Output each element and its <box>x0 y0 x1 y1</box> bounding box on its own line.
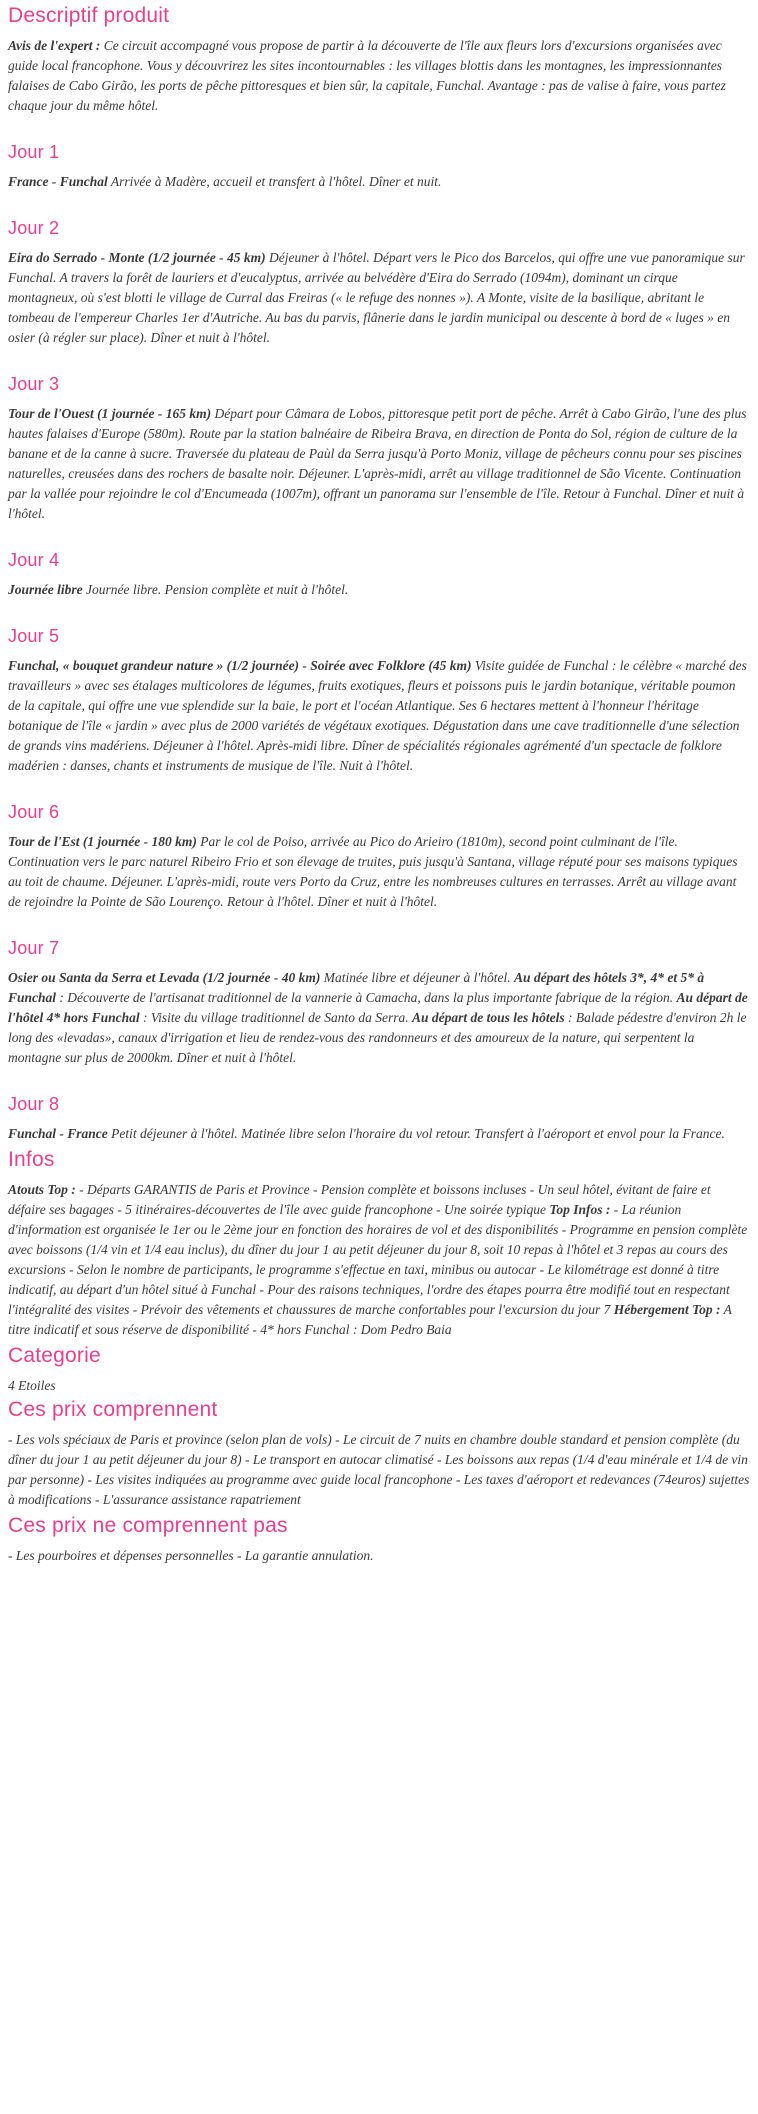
jour1-label: France - Funchal <box>8 174 108 189</box>
ne-comprennent-text: - Les pourboires et dépenses personnelles - La garantie annulation. <box>8 1548 374 1563</box>
day-title-jour2: Jour 2 <box>8 218 60 238</box>
jour7-label-3: Au départ de l'hôtel 4* hors Funchal <box>8 990 748 1025</box>
jour2-text: Déjeuner à l'hôtel. Départ vers le Pico dos Barcelos, qui offre une vue panoramique sur Funchal. A travers la forêt de lauriers et d'eucalyptus, arrivée au belvédère d'Eira do Serrado (1094m), dominant un cirque montagneux, où s'est blotti le village de Curral das Freiras (« le refuge des nonnes »). A Monte, visite de la basilique, abritant le tombeau de l'empereur Charles 1er d'Autriche. Au bas du parvis, flânerie dans le jardin municipal ou descente à bord de « luges » en osier (à régler sur place). Dîner et nuit à l'hôtel. <box>8 250 745 345</box>
jour5-text: Visite guidée de Funchal : le célèbre « marché des travailleurs » avec ses étalages multicolores de légumes, fruits exotiques, fleurs et poissons puis le jardin botanique, véritable poumon de la capitale, qui offre une vue splendide sur la baie, le port et l'océan Atlantique. Ses 6 hectares mettent à l'honneur l'héritage botanique de l'île « jardin » avec plus de 2000 variétés de végétaux exotiques. Dégustation dans une cave traditionnelle d'une sélection de grands vins madériens. Déjeuner à l'hôtel. Après-midi libre. Dîner de spécialités régionales agrémenté d'un spectacle de folklore madérien : danses, chants et instruments de musique de l'île. Nuit à l'hôtel. <box>8 658 747 773</box>
jour6-label: Tour de l'Est (1 journée - 180 km) <box>8 834 197 849</box>
jour7-label-4: Au départ de tous les hôtels <box>412 1010 565 1025</box>
infos-block <box>8 1180 750 1340</box>
infos-text-1: - Départs GARANTIS de Paris et Province - Pension complète et boissons incluses - Un seul hôtel, évitant de faire et défaire ses bagages - 5 itinéraires-découvertes de l'île avec guide francophone - Une soirée typique <box>8 1182 711 1217</box>
day-title-jour1: Jour 1 <box>8 142 60 162</box>
jour7-label-2: Au départ des hôtels 3*, 4* et 5* à Funchal <box>8 970 705 1005</box>
jour7-label: Osier ou Santa da Serra et Levada (1/2 journée - 40 km) <box>8 970 321 985</box>
jour3-label: Tour de l'Ouest (1 journée - 165 km) <box>8 406 212 421</box>
jour7-text-2: : Découverte de l'artisanat traditionnel de la vannerie à Camacha, dans la plus importante fabrique de la région. <box>56 990 677 1005</box>
jour1-block <box>8 172 750 192</box>
jour3-text: Départ pour Câmara de Lobos, pittoresque petit port de pêche. Arrêt à Cabo Girão, l'une des plus hautes falaises d'Europe (580m). Route par la station balnéaire de Ribeira Brava, en direction de Ponta do Sol, région de culture de la banane et de la canne à sucre. Traversée du plateau de Paùl da Serra jusqu'à Porto Moniz, village de pêcheurs connu pour ses piscines naturelles, creusées dans des rochers de basalte noir. Déjeuner. L'après-midi, arrêt au village traditionnel de São Vicente. Continuation par la vallée pour rejoindre le col d'Encumeada (1007m), offrant un panorama sur l'ensemble de l'île. Retour à Funchal. Dîner et nuit à l'hôtel. <box>8 406 747 521</box>
day-title-jour7: Jour 7 <box>8 938 60 958</box>
jour1-paragraph <box>8 172 750 192</box>
descriptif-paragraph <box>8 36 750 116</box>
jour8-block <box>8 1124 750 1144</box>
descriptif-block <box>8 36 750 116</box>
jour8-label: Funchal - France <box>8 1126 108 1141</box>
comprennent-text: - Les vols spéciaux de Paris et province (selon plan de vols) - Le circuit de 7 nuits en chambre double standard et pension complète (du dîner du jour 1 au petit déjeuner du jour 8) - Le transport en autocar climatisé - Les boissons aux repas (1/4 d'eau minérale et 1/4 de vin par personne) - Les visites indiquées au programme avec guide local francophone - Les taxes d'aéroport et redevances (74euros) sujettes à modifications - L'assurance assistance rapatriement <box>8 1432 750 1507</box>
jour6-block <box>8 832 750 912</box>
infos-text-2: - La réunion d'information est organisée le 1er ou le 2ème jour en fonction des horaires de vol et des disponibilités - Programme en pension complète avec boissons (1/4 vin et 1/4 eau inclus), du dîner du jour 1 au petit déjeuner du jour 8, soit 10 repas à l'hôtel et 3 repas au cours des excursions - Selon le nombre de participants, le programme s'effectue en taxi, minibus ou autocar - Le kilométrage est donné à titre indicatif, au départ d'un hôtel situé à Funchal - Pour des raisons techniques, l'ordre des étapes pourra être modifié tout en respectant l'intégralité des visites - Prévoir des vêtements et chaussures de marche confortables pour l'excursion du jour 7 <box>8 1202 748 1317</box>
jour6-paragraph <box>8 832 750 912</box>
jour5-label: Funchal, « bouquet grandeur nature » (1/2 journée) - Soirée avec Folklore (45 km) <box>8 658 472 673</box>
categorie-value: 4 Etoiles <box>8 1378 56 1393</box>
jour7-text-3: : Visite du village traditionnel de Santo da Serra. <box>139 1010 413 1025</box>
jour2-block <box>8 248 750 348</box>
section-title-infos: Infos <box>8 1148 55 1171</box>
jour4-paragraph <box>8 580 750 600</box>
comprennent-block <box>8 1430 750 1510</box>
section-title-descriptif: Descriptif produit <box>8 4 170 27</box>
infos-label-1: Atouts Top : <box>8 1182 76 1197</box>
day-title-jour5: Jour 5 <box>8 626 60 646</box>
day-title-jour6: Jour 6 <box>8 802 60 822</box>
ne-comprennent-block <box>8 1546 750 1566</box>
infos-label-2: Top Infos : <box>549 1202 611 1217</box>
jour7-text-1: Matinée libre et déjeuner à l'hôtel. <box>320 970 514 985</box>
descriptif-lead-label: Avis de l'expert : <box>8 38 101 53</box>
jour5-paragraph <box>8 656 750 776</box>
jour7-block <box>8 968 750 1068</box>
day-title-jour3: Jour 3 <box>8 374 60 394</box>
infos-paragraph <box>8 1180 750 1340</box>
day-title-jour4: Jour 4 <box>8 550 60 570</box>
jour4-block <box>8 580 750 600</box>
jour7-paragraph <box>8 968 750 1068</box>
jour3-block <box>8 404 750 524</box>
jour3-paragraph <box>8 404 750 524</box>
section-title-categorie: Categorie <box>8 1344 101 1367</box>
section-title-comprennent: Ces prix comprennent <box>8 1398 218 1421</box>
jour5-block <box>8 656 750 776</box>
descriptif-lead-text: Ce circuit accompagné vous propose de partir à la découverte de l'île aux fleurs lors d'excursions organisées avec guide local francophone. Vous y découvrirez les sites incontournables : les villages blottis dans les montagnes, les impressionnantes falaises de Cabo Girão, les ports de pêche pittoresques et bien sûr, la capitale, Funchal. Avantage : pas de valise à faire, vous partez chaque jour du même hôtel. <box>8 38 726 113</box>
jour2-label: Eira do Serrado - Monte (1/2 journée - 45 km) <box>8 250 266 265</box>
infos-text-3: A titre indicatif et sous réserve de disponibilité - 4* hors Funchal : Dom Pedro Baia <box>8 1302 732 1337</box>
jour1-text: Arrivée à Madère, accueil et transfert à l'hôtel. Dîner et nuit. <box>107 174 442 189</box>
jour4-text: Journée libre. Pension complète et nuit à l'hôtel. <box>82 582 349 597</box>
jour8-text: Petit déjeuner à l'hôtel. Matinée libre selon l'horaire du vol retour. Transfert à l'aéroport et envol pour la France. <box>107 1126 725 1141</box>
day-title-jour8: Jour 8 <box>8 1094 60 1114</box>
infos-label-3: Hébergement Top : <box>613 1302 721 1317</box>
jour2-paragraph <box>8 248 750 348</box>
section-title-ne-comprennent-pas: Ces prix ne comprennent pas <box>8 1514 288 1537</box>
jour4-label: Journée libre <box>8 582 83 597</box>
categorie-block <box>8 1376 750 1396</box>
jour8-paragraph <box>8 1124 750 1144</box>
jour6-text: Par le col de Poiso, arrivée au Pico do Arieiro (1810m), second point culminant de l'île. Continuation vers le parc naturel Ribeiro Frio et son élevage de truites, puis jusqu'à Santana, village réputé pour ses maisons typiques au toit de chaume. Déjeuner. L'après-midi, route vers Porto da Cruz, entre les nombreuses cultures en terrasses. Arrêt au village avant de rejoindre la Pointe de São Lourenço. Retour à l'hôtel. Dîner et nuit à l'hôtel. <box>8 834 738 909</box>
jour7-text-4: : Balade pédestre d'environ 2h le long des «levadas», canaux d'irrigation et lieu de rendez-vous des randonneurs et des amoureux de la nature, qui serpentent la montagne sur plus de 2000km. Dîner et nuit à l'hôtel. <box>8 1010 747 1065</box>
